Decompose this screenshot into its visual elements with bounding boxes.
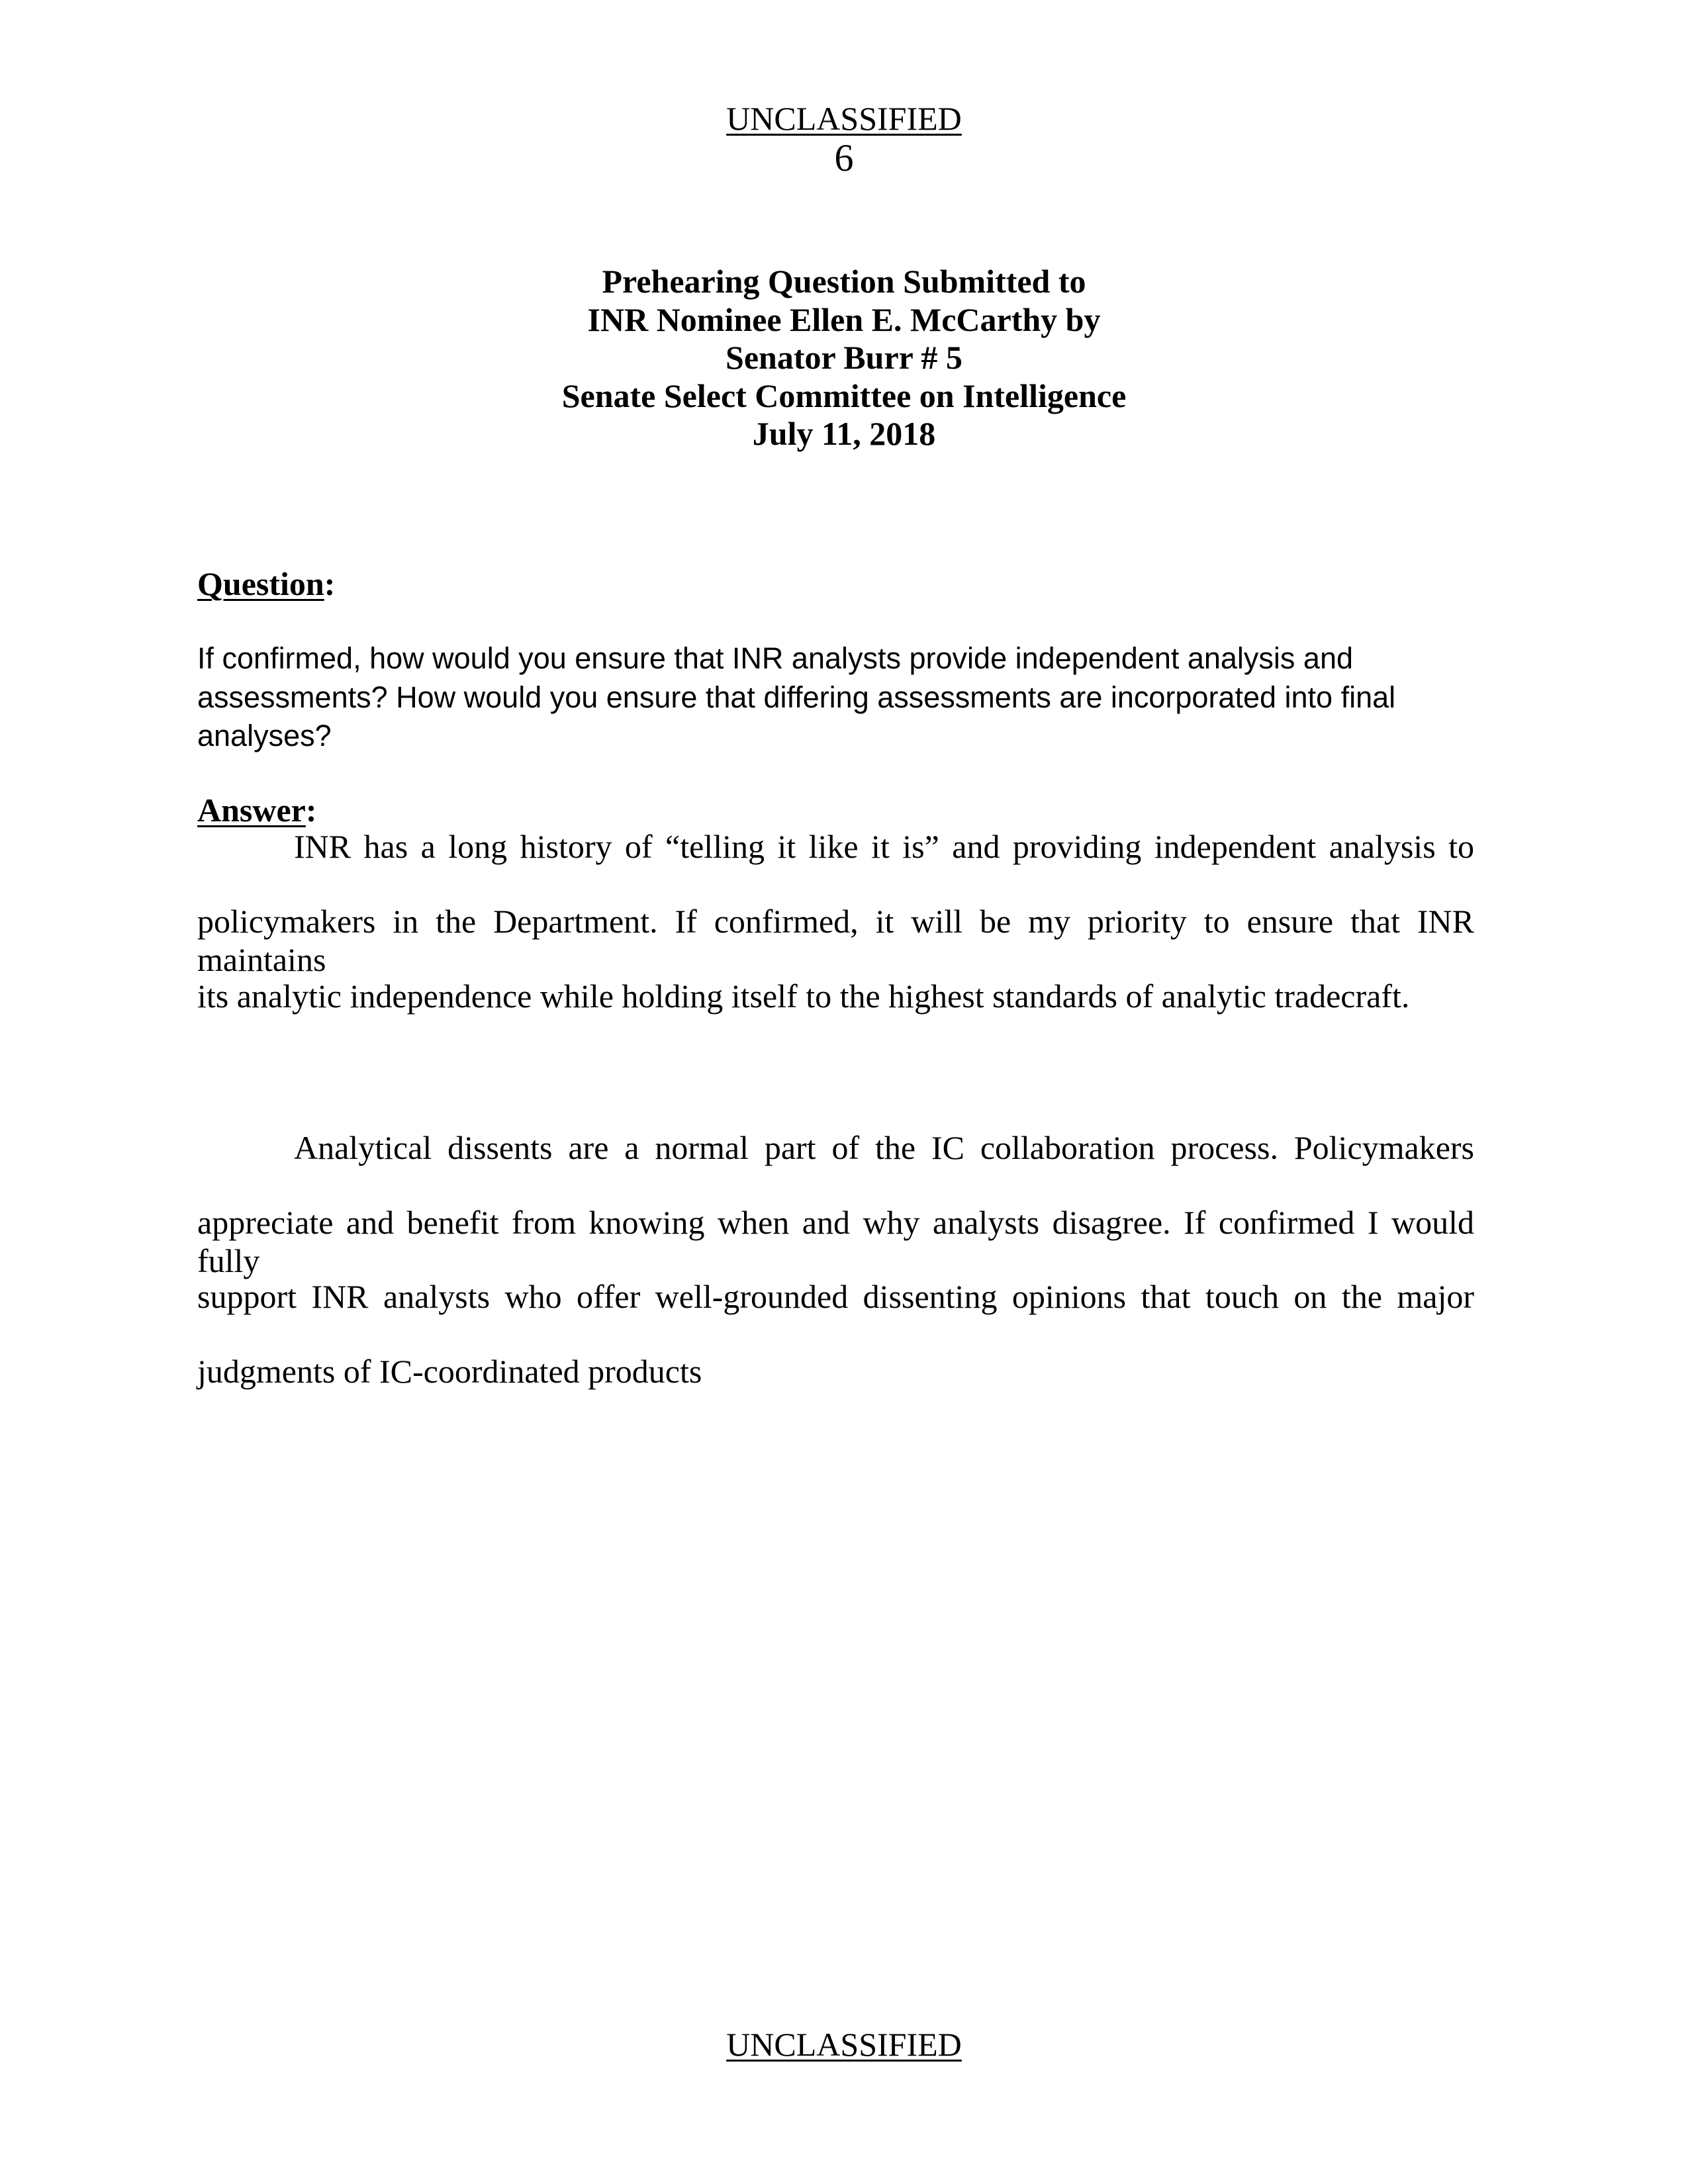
answer-heading: Answer: [197,792,317,829]
answer-p2-line: Analytical dissents are a normal part of the IC collaboration process. Policymakers [294,1129,1474,1166]
title-line: Senate Select Committee on Intelligence [561,377,1127,414]
answer-p2-line: judgments of IC-coordinated products [197,1353,702,1390]
answer-p1-line: its analytic independence while holding itself to the highest standards of analytic tradecraft. [197,978,1410,1015]
title-line: July 11, 2018 [752,415,936,452]
question-text: If confirmed, how would you ensure that INR analysts provide independent analysis and assessments? How would you ensure that differing assessments are incorporated into final analyses? [197,641,1396,752]
classification-header: UNCLASSIFIED [726,100,962,137]
answer-p1-line: policymakers in the Department. If confirmed, it will be my priority to ensure that INR maintains [197,903,1474,978]
title-line: Senator Burr # 5 [726,339,962,376]
title-line: INR Nominee Ellen E. McCarthy by [587,300,1101,338]
classification-footer: UNCLASSIFIED [726,2026,962,2063]
title-line: Prehearing Question Submitted to [602,263,1086,300]
question-label: Question [197,565,324,602]
answer-p2-line: appreciate and benefit from knowing when and why analysts disagree. If confirmed I would fully [197,1204,1474,1279]
page-number: 6 [834,136,854,179]
answer-p2-line: support INR analysts who offer well-grounded dissenting opinions that touch on the major [197,1278,1474,1315]
answer-label: Answer [197,792,306,829]
answer-p1-line: INR has a long history of “telling it like it is” and providing independent analysis to [294,828,1474,865]
question-heading: Question: [197,565,336,602]
document-title [0,263,1688,453]
